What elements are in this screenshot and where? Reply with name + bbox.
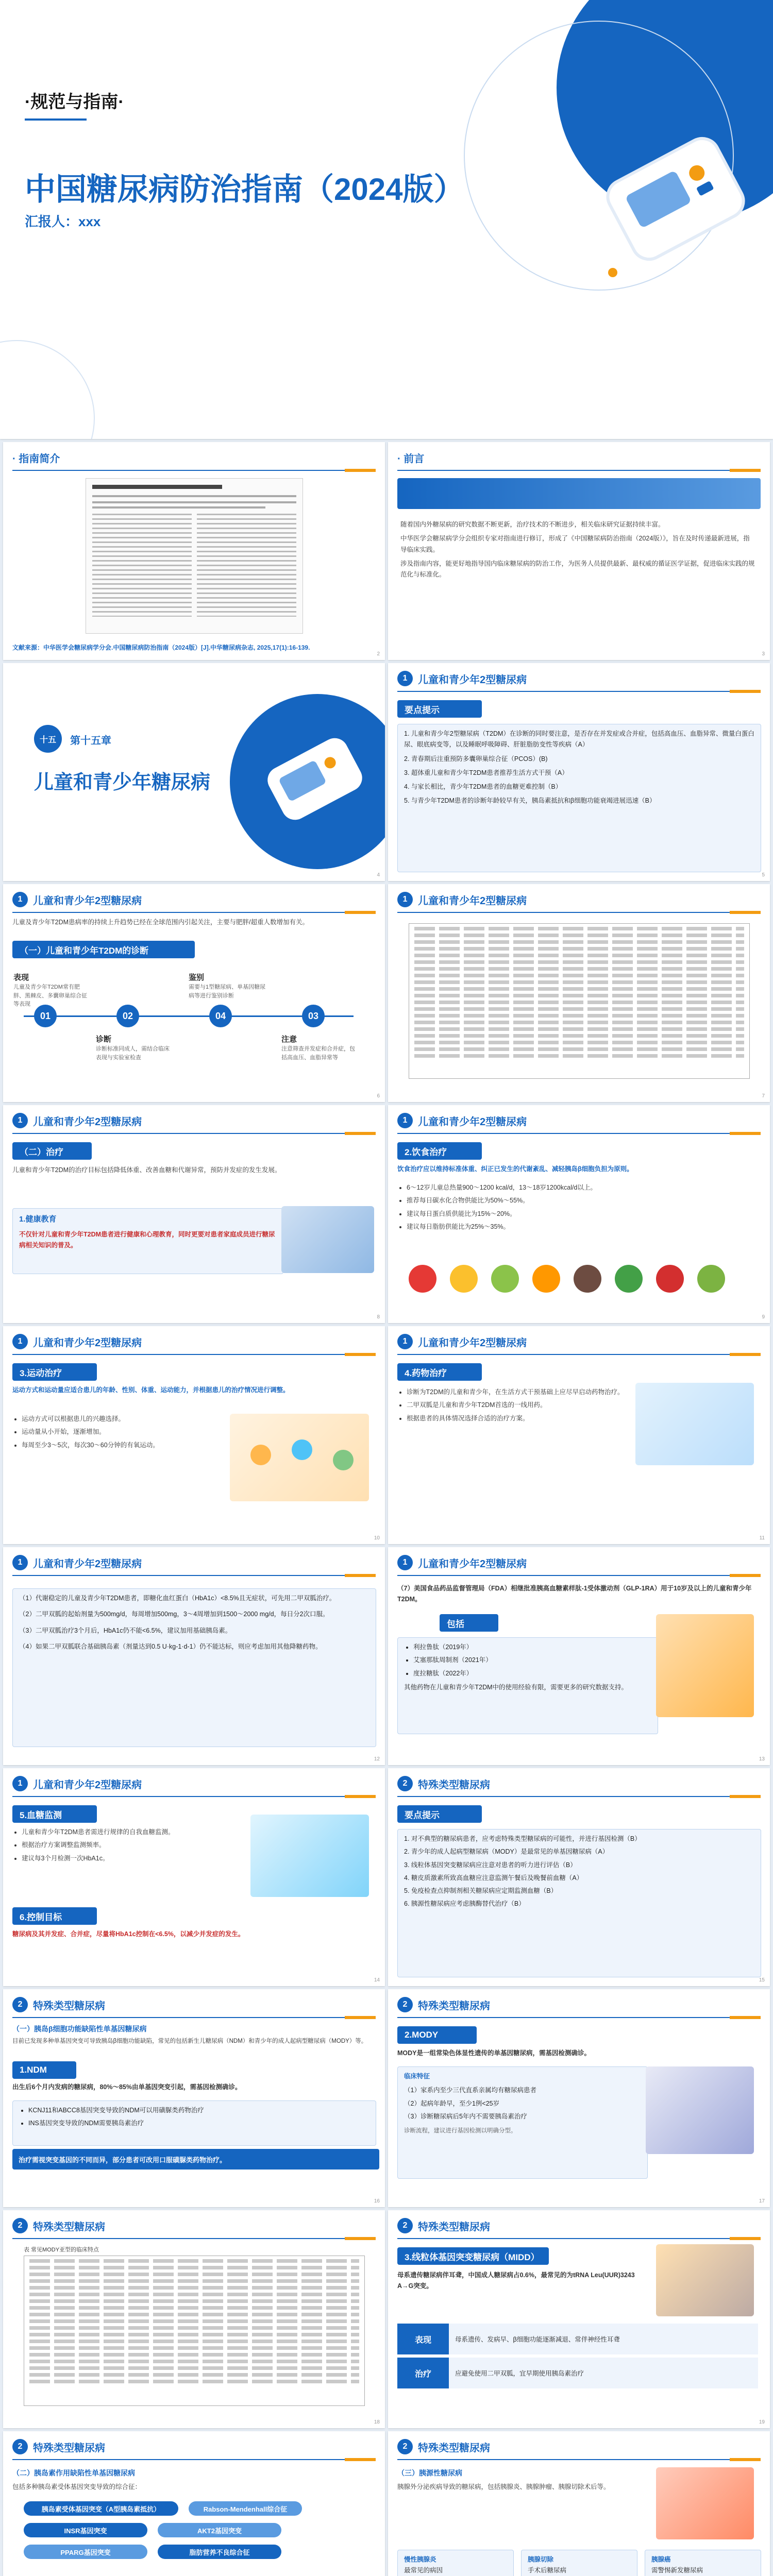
mody-note: 诊断流程，建议进行基因检测以明确分型。 <box>404 2128 517 2134</box>
step-desc: 诊断标准同成人，需结合临床表现与实验室检查 <box>96 1046 170 1061</box>
card-title: 胰腺癌 <box>651 2556 671 2563</box>
page-number: 13 <box>759 1756 765 1762</box>
diet-text: 饮食治疗应以维持标准体重、纠正已发生的代谢紊乱、减轻胰岛β细胞负担为原则。 <box>397 1165 633 1173</box>
slide-heading: 特殊类型糖尿病 <box>33 2000 105 2012</box>
exercise-text: 运动方式和运动量应适合患儿的年龄、性别、体重、运动能力，并根据患儿的治疗情况进行调整。 <box>12 1386 290 1394</box>
chapter-number: 十五 <box>34 725 62 753</box>
row-label: 治疗 <box>397 2358 449 2388</box>
page-number: 2 <box>377 651 380 657</box>
slide-heading: 特殊类型糖尿病 <box>418 1779 490 1791</box>
tomato-icon <box>656 1265 684 1293</box>
diet-item: • 建议每日蛋白质供能比为15%～20%。 <box>407 1209 758 1219</box>
metformin-item: （3）二甲双胍治疗3个月后，HbA1c仍不能<6.5%，建议加用基础胰岛素。 <box>19 1626 232 1634</box>
exercise-bar: 3.运动治疗 <box>12 1363 97 1381</box>
health-edu-text: 不仅针对儿童和青少年T2DM患者进行健康和心理教育，同时更要对患者家庭成员进行糖尿病相关知识的普及。 <box>19 1230 275 1249</box>
mody-item: （3）诊断糖尿病后5年内不需要胰岛素治疗 <box>404 2112 527 2120</box>
key-point: 4. 与家长相比，青少年T2DM患者的血糖更难控制（B） <box>404 783 562 790</box>
pancreatic-text: 胰腺外分泌疾病导致的糖尿病，包括胰腺炎、胰腺肿瘤、胰腺切除术后等。 <box>397 2483 610 2490</box>
paper-thumbnail <box>86 478 303 634</box>
glp1-text: （7）美国食品药品监督管理局（FDA）相继批准胰高血糖素样肽-1受体激动剂（GLP-1RA）用于10岁及以上的儿童和青少年T2DM。 <box>397 1585 752 1603</box>
slide-preface <box>388 442 770 660</box>
pancreatic-card <box>521 2550 637 2576</box>
step-number: 01 <box>34 1005 57 1027</box>
page-number: 9 <box>762 1314 765 1320</box>
mody-heading: 临床特征 <box>404 2073 430 2080</box>
ndm-intro: 目前已发现多种单基因突变可导致胰岛β细胞功能缺陷，常见的包括新生儿糖尿病（NDM）和青少年的成人起病型糖尿病（MODY）等。 <box>12 2038 367 2044</box>
key-points-bar: 要点提示 <box>397 700 482 718</box>
mody-text: MODY是一组常染色体显性遗传的单基因糖尿病，需基因检测确诊。 <box>397 2049 591 2057</box>
slide-mody-table: 2 特殊类型糖尿病 表 常见MODY亚型的临床特点 18 <box>3 2210 385 2428</box>
table-caption: 表 常见MODY亚型的临床特点 <box>24 2247 99 2253</box>
diet-item: • 建议每日脂肪供能比为25%～35%。 <box>407 1222 758 1232</box>
diet-item: • 6～12岁儿童总热量900～1200 kcal/d，13～18岁1200kcal/d以上。 <box>407 1182 758 1193</box>
citation-text: 文献来源：中华医学会糖尿病学分会.中国糖尿病防治指南（2024版）[J].中华糖尿病杂志, 2025,17(1):16-139. <box>12 644 310 651</box>
insulin-action-bar: （二）胰岛素作用缺陷性单基因糖尿病 <box>12 2469 135 2477</box>
slide-heading: 儿童和青少年2型糖尿病 <box>33 1558 142 1570</box>
slide-exercise: 1 儿童和青少年2型糖尿病 3.运动治疗 运动方式和运动量应适合患儿的年龄、性别、体重、运动能力，并根据患儿的治疗情况进行调整。 • 运动方式可以根据患儿的兴趣选择。 • 运动量从小开始，逐渐增加。 • 每周至少3～5次，每次30～60分钟的有氧运动。 10 <box>3 1326 385 1544</box>
target-bar: 6.控制目标 <box>12 1907 97 1925</box>
special-key-bar: 要点提示 <box>397 1805 482 1823</box>
slide-heading: · 前言 <box>397 453 425 465</box>
step-desc: 需要与1型糖尿病、单基因糖尿病等进行鉴别诊断 <box>189 984 266 999</box>
preface-banner <box>397 478 761 509</box>
slide-insulin-action: 2 特殊类型糖尿病 （二）胰岛素作用缺陷性单基因糖尿病 包括多种胰岛素受体基因突变导致的综合征： 胰岛素受体基因突变（A型胰岛素抵抗） Rabson-Mendenhall综合征 INSR基因突变 AKT2基因突变 PPARG基因突变 脂肪营养不良综合征 <box>3 2431 385 2576</box>
key-point: 2. 青春期后注重预防多囊卵巢综合征（PCOS）(B) <box>404 755 548 762</box>
diet-item: • 推荐每日碳水化合物供能比为50%～55%。 <box>407 1195 758 1206</box>
monitoring-item: • 儿童和青少年T2DM患者需进行规律的自我血糖监测。 <box>22 1827 239 1838</box>
page-number: 18 <box>374 2419 380 2425</box>
tag-pill: Rabson-Mendenhall综合征 <box>189 2501 302 2516</box>
step-number: 02 <box>116 1005 139 1027</box>
cover-tag: ·规范与指南· <box>25 92 124 112</box>
glp1-item: • 艾塞那肽周制剂（2021年） <box>413 1655 651 1666</box>
page-number: 4 <box>377 872 380 878</box>
midd-bar: 3.线粒体基因突变糖尿病（MIDD） <box>397 2247 549 2265</box>
tag-pill: INSR基因突变 <box>24 2523 147 2537</box>
slide-metformin: 1 儿童和青少年2型糖尿病 （1）代谢稳定的儿童及青少年T2DM患者，即糖化血红蛋白（HbA1c）<8.5%且无症状，可先用二甲双胍治疗。 （2）二甲双胍的起始剂量为500mg/d，每周增加500mg，3～4周增加到1500～2000 mg/d，每日分2次口服。 （3）二甲双胍治疗3个月后，HbA1c仍不能<6.5%，建议加用基础胰岛素。 （4）如果二甲双胍联合基础胰岛素（剂量达到0.5 U·kg-1·d-1）仍不能达标，则应考虑加用其他降糖药物。 12 <box>3 1547 385 1765</box>
page-number: 7 <box>762 1093 765 1099</box>
step-title: 注意 <box>281 1035 297 1044</box>
special-key-box <box>397 1829 761 1977</box>
page-number: 3 <box>762 651 765 657</box>
tag-pill: 胰岛素受体基因突变（A型胰岛素抵抗） <box>24 2501 178 2516</box>
slide-heading: 儿童和青少年2型糖尿病 <box>33 1779 142 1791</box>
pills-bottle-illustration <box>656 1614 754 1717</box>
page-number: 16 <box>374 2198 380 2204</box>
slide-heading: 儿童和青少年2型糖尿病 <box>418 674 527 686</box>
slide-heading: 儿童和青少年2型糖尿病 <box>418 1558 527 1570</box>
pills-illustration <box>635 1383 754 1465</box>
midd-text: 母系遗传糖尿病伴耳聋，中国成人糖尿病占0.6%，最常见的为tRNA Leu(UUR)3243 A→G突变。 <box>397 2272 635 2290</box>
cover-reporter: 汇报人：xxx <box>25 214 101 229</box>
slide-heading: 儿童和青少年2型糖尿病 <box>418 895 527 907</box>
monitoring-item: • 建议每3个月检测一次HbA1c。 <box>22 1853 239 1864</box>
slide-ndm: 2 特殊类型糖尿病 （一）胰岛β细胞功能缺陷性单基因糖尿病 目前已发现多种单基因突变可导致胰岛β细胞功能缺陷，常见的包括新生儿糖尿病（NDM）和青少年的成人起病型糖尿病（MODY）等。 1.NDM 出生后6个月内发病的糖尿病，80%～85%由单基因突变引起，需基因检测确诊。 • KCNJ11和ABCC8基因突变导致的NDM可以用磺脲类药物治疗 • INS基因突变导致的NDM需要胰岛素治疗 治疗需视突变基因的不同而异，部分患者可改用口服磺脲类药物治疗。 16 <box>3 1989 385 2207</box>
slide-heading: 儿童和青少年2型糖尿病 <box>33 1337 142 1349</box>
step-number: 04 <box>209 1005 232 1027</box>
glp1-item: • 度拉糖肽（2022年） <box>413 1668 651 1679</box>
medication-item: • 二甲双胍是儿童和青少年T2DM首选的一线用药。 <box>407 1400 624 1411</box>
card-title: 慢性胰腺炎 <box>404 2556 436 2563</box>
row-label: 表现 <box>397 2324 449 2354</box>
medication-item: • 根据患者的具体情况选择合适的治疗方案。 <box>407 1413 624 1424</box>
treatment-text: 儿童和青少年T2DM的治疗目标包括降低体重、改善血糖和代谢异常，预防并发症的发生发展。 <box>12 1166 281 1174</box>
step-number: 03 <box>302 1005 325 1027</box>
glp1-item: • 利拉鲁肽（2019年） <box>413 1642 651 1653</box>
slide-heading: 特殊类型糖尿病 <box>418 2442 490 2454</box>
medication-list <box>397 1387 624 1426</box>
ndm-bar: （一）胰岛β细胞功能缺陷性单基因糖尿病 <box>12 2025 147 2033</box>
page-number: 15 <box>759 1977 765 1983</box>
tag-pill: 脂肪营养不良综合征 <box>158 2545 281 2559</box>
medication-item: • 诊断为T2DM的儿童和青少年，在生活方式干预基础上应尽早启动药物治疗。 <box>407 1387 624 1398</box>
slide-heading: 特殊类型糖尿病 <box>33 2221 105 2233</box>
key-point: 1. 儿童和青少年2型糖尿病（T2DM）在诊断的同时要注意，是否存在并发症或合并症，包括高血压、血脂异常、微量白蛋白尿、眼底病变等，以及睡眠呼吸障碍、肝脏脂肪变性等疾病（A） <box>404 730 754 749</box>
diet-list <box>397 1182 758 1234</box>
special-key-item: 3. 线粒体基因突变糖尿病应注意对患者的听力进行评估（B） <box>404 1861 577 1869</box>
page-number: 11 <box>759 1535 765 1541</box>
slide-special-key: 2 特殊类型糖尿病 要点提示 1. 对不典型的糖尿病患者，应考虑特殊类型糖尿病的可能性，并进行基因检测（B） 2. 青少年的成人起病型糖尿病（MODY）是最常见的单基因糖尿病（A） 3. 线粒体基因突变糖尿病应注意对患者的听力进行评估（B） 4. 糖皮质激素所致高血糖应注意监测午餐后及晚餐前血糖（A） 5. 免疫检查点抑制剂相关糖尿病应定期监测血糖（B） 6. 胰源性糖尿病应考虑胰酶替代治疗（B） 15 <box>388 1768 770 1986</box>
monitoring-list <box>12 1827 239 1866</box>
special-key-item: 5. 免疫检查点抑制剂相关糖尿病应定期监测血糖（B） <box>404 1887 558 1894</box>
glp1-box <box>397 1637 658 1734</box>
target-text: 糖尿病及其并发症、合并症，尽量将HbA1c控制在<6.5%，以减少并发症的发生。 <box>12 1930 245 1938</box>
step-title: 诊断 <box>96 1035 112 1044</box>
lemon-icon <box>450 1265 478 1293</box>
step-desc: 注意筛查并发症和合并症，包括高血压、血脂异常等 <box>281 1046 355 1061</box>
page-number: 10 <box>374 1535 380 1541</box>
tag-pill: AKT2基因突变 <box>158 2523 281 2537</box>
slide-mody: 2 特殊类型糖尿病 2.MODY MODY是一组常染色体显性遗传的单基因糖尿病，需基因检测确诊。 临床特征 （1）家系内至少三代直系亲属均有糖尿病患者 （2）起病年龄早，至少1例<25岁 （3）诊断糖尿病后5年内不需要胰岛素治疗 诊断流程，建议进行基因检测以明确分型。 17 <box>388 1989 770 2207</box>
exercise-item: • 每周至少3～5次，每次30～60分钟的有氧运动。 <box>22 1440 219 1451</box>
mody-item: （2）起病年龄早，至少1例<25岁 <box>404 2099 500 2107</box>
key-points-box <box>397 724 761 872</box>
monitoring-item: • 根据治疗方案调整监测频率。 <box>22 1840 239 1851</box>
table-row <box>397 2358 758 2388</box>
metformin-item: （4）如果二甲双胍联合基础胰岛素（剂量达到0.5 U·kg-1·d-1）仍不能达标，则应考虑加用其他降糖药物。 <box>19 1642 322 1650</box>
glp1-bar: 包括 <box>440 1614 498 1632</box>
pancreatic-card <box>397 2550 514 2576</box>
apple-icon <box>409 1265 436 1293</box>
ndm-foot: 治疗需视突变基因的不同而异，部分患者可改用口服磺脲类药物治疗。 <box>12 2149 379 2170</box>
diagnosis-intro: 儿童及青少年T2DM患病率的持续上升趋势已经在全球范围内引起关注，主要与肥胖/超重人数增加有关。 <box>12 919 309 926</box>
slide-heading: 儿童和青少年2型糖尿病 <box>418 1116 527 1128</box>
mody-bar: 2.MODY <box>397 2026 477 2044</box>
cover-tag-line <box>25 118 87 121</box>
slide-heading: 儿童和青少年2型糖尿病 <box>33 1116 142 1128</box>
slide-diagnosis: 1 儿童和青少年2型糖尿病 儿童及青少年T2DM患病率的持续上升趋势已经在全球范围内引起关注，主要与肥胖/超重人数增加有关。 （一）儿童和青少年T2DM的诊断 01 表现 儿童及青少年T2DM常有肥胖、黑棘皮、多囊卵巢综合征等表现 02 诊断 诊断标准同成人，需结合临床表现与实验室检查 04 鉴别 需要与1型糖尿病、单基因糖尿病等进行鉴别诊断 03 注意 注意筛查并发症和合并症，包括高血压、血脂异常等 6 <box>3 884 385 1102</box>
leaf-icon <box>615 1265 643 1293</box>
slide-medication: 1 儿童和青少年2型糖尿病 4.药物治疗 • 诊断为T2DM的儿童和青少年，在生活方式干预基础上应尽早启动药物治疗。 • 二甲双胍是儿童和青少年T2DM首选的一线用药。 • 根据患者的具体情况选择合适的治疗方案。 11 <box>388 1326 770 1544</box>
broccoli-icon <box>697 1265 725 1293</box>
vegetable-icon <box>491 1265 519 1293</box>
preface-list <box>400 519 756 583</box>
tag-pill: PPARG基因突变 <box>24 2545 147 2559</box>
special-key-item: 4. 糖皮质激素所致高血糖应注意监测午餐后及晚餐前血糖（A） <box>404 1874 583 1882</box>
ndm-sub: 1.NDM <box>12 2061 76 2079</box>
special-key-item: 1. 对不典型的糖尿病患者，应考虑特殊类型糖尿病的可能性，并进行基因检测（B） <box>404 1835 641 1842</box>
page-number: 8 <box>377 1314 380 1320</box>
mody-item: （1）家系内至少三代直系亲属均有糖尿病患者 <box>404 2087 536 2094</box>
pancreatic-card <box>645 2550 761 2576</box>
page-number: 6 <box>377 1093 380 1099</box>
card-desc: 手术后糖尿病 <box>528 2567 567 2574</box>
ndm-item: • INS基因突变导致的NDM需要胰岛素治疗 <box>28 2118 369 2129</box>
page-number: 12 <box>374 1756 380 1762</box>
slide-pancreatic: 2 特殊类型糖尿病 （三）胰源性糖尿病 胰腺外分泌疾病导致的糖尿病，包括胰腺炎、胰腺肿瘤、胰腺切除术后等。 慢性胰腺炎 最常见的病因 胰腺切除 手术后糖尿病 胰腺癌 需警惕新发糖尿病 <box>388 2431 770 2576</box>
row-value: 母系遗传、发病早、β细胞功能逐渐减退、常伴神经性耳聋 <box>449 2324 758 2354</box>
slide-glp1: 1 儿童和青少年2型糖尿病 （7）美国食品药品监督管理局（FDA）相继批准胰高血糖素样肽-1受体激动剂（GLP-1RA）用于10岁及以上的儿童和青少年T2DM。 包括 • 利拉鲁肽（2019年） • 艾塞那肽周制剂（2021年） • 度拉糖肽（2022年） 其他药物在儿童和青少年T2DM中的使用经验有限，需要更多的研究数据支持。 13 <box>388 1547 770 1765</box>
ndm-item: • KCNJ11和ABCC8基因突变导致的NDM可以用磺脲类药物治疗 <box>28 2105 369 2116</box>
slide-chapter <box>3 663 385 881</box>
card-title: 胰腺切除 <box>528 2556 554 2563</box>
orange-dot-icon <box>608 268 617 277</box>
preface-item: 涉及指南内容，能更好地指导国内临床糖尿病的防治工作，为医务人员提供最新、最权威的循证医学证据，促进临床实践的规范化与标准化。 <box>400 560 755 578</box>
children-exercise-illustration <box>230 1414 369 1501</box>
ndm-box <box>12 2100 376 2146</box>
medication-bar: 4.药物治疗 <box>397 1363 482 1381</box>
metformin-box <box>12 1588 376 1747</box>
card-desc: 最常见的病因 <box>404 2567 443 2574</box>
health-edu-box <box>12 1208 283 1274</box>
pancreatic-bar: （三）胰源性糖尿病 <box>397 2469 462 2477</box>
page-number: 17 <box>759 2198 765 2204</box>
metformin-item: （1）代谢稳定的儿童及青少年T2DM患者，即糖化血红蛋白（HbA1c）<8.5%且无症状，可先用二甲双胍治疗。 <box>19 1595 336 1602</box>
slide-heading: · 指南简介 <box>12 453 60 465</box>
slide-midd: 2 特殊类型糖尿病 3.线粒体基因突变糖尿病（MIDD） 母系遗传糖尿病伴耳聋，中国成人糖尿病占0.6%，最常见的为tRNA Leu(UUR)3243 A→G突变。 表现 母系遗传、发病早、β细胞功能逐渐减退、常伴神经性耳聋 治疗 应避免使用二甲双胍，宜早期使用胰岛素治疗 19 <box>388 2210 770 2428</box>
orange-icon <box>532 1265 560 1293</box>
glucose-test-photo <box>250 1815 369 1897</box>
grain-icon <box>574 1265 601 1293</box>
diagnosis-bar: （一）儿童和青少年T2DM的诊断 <box>12 941 195 958</box>
page-number: 14 <box>374 1977 380 1983</box>
slide-heading: 特殊类型糖尿病 <box>418 2000 490 2012</box>
row-value: 应避免使用二甲双胍，宜早期使用胰岛素治疗 <box>449 2358 758 2388</box>
glp1-note: 其他药物在儿童和青少年T2DM中的使用经验有限，需要更多的研究数据支持。 <box>404 1683 628 1691</box>
page-number: 5 <box>762 872 765 878</box>
chapter-label: 第十五章 <box>70 735 111 747</box>
mody-box <box>397 2066 648 2179</box>
key-point: 5. 与青少年T2DM患者的诊断年龄较早有关，胰岛素抵抗和β细胞功能衰竭进展迅速（B） <box>404 797 656 805</box>
exercise-list <box>12 1414 219 1453</box>
page-number: 19 <box>759 2419 765 2425</box>
preface-item: 随着国内外糖尿病的研究数据不断更新，治疗技术的不断进步，相关临床研究证据持续丰富。 <box>400 521 665 528</box>
monitoring-bar: 5.血糖监测 <box>12 1805 97 1823</box>
card-desc: 需警惕新发糖尿病 <box>651 2567 703 2574</box>
slide-key-points: 1 儿童和青少年2型糖尿病 要点提示 1. 儿童和青少年2型糖尿病（T2DM）在诊断的同时要注意，是否存在并发症或合并症，包括高血压、血脂异常、微量白蛋白尿、眼底病变等，以及睡眠呼吸障碍、肝脏脂肪变性等疾病（A） 2. 青春期后注重预防多囊卵巢综合征（PCOS）(B) 3. 超体重儿童和青少年T2DM患者推荐生活方式干预（A） 4. 与家长相比，青少年T2DM患者的血糖更难控制（B） 5. 与青少年T2DM患者的诊断年龄较早有关，胰岛素抵抗和β细胞功能衰竭进展迅速（B） 5 <box>388 663 770 881</box>
slide-heading: 儿童和青少年2型糖尿病 <box>418 1337 527 1349</box>
ndm-subtext: 出生后6个月内发病的糖尿病，80%～85%由单基因突变引起，需基因检测确诊。 <box>12 2083 242 2091</box>
diet-bar: 2.饮食治疗 <box>397 1142 482 1160</box>
slide-heading: 特殊类型糖尿病 <box>33 2442 105 2454</box>
child-ear-photo <box>656 2244 754 2316</box>
slide-monitoring: 1 儿童和青少年2型糖尿病 5.血糖监测 • 儿童和青少年T2DM患者需进行规律的自我血糖监测。 • 根据治疗方案调整监测频率。 • 建议每3个月检测一次HbA1c。 6.控制目标 糖尿病及其并发症、合并症，尽量将HbA1c控制在<6.5%，以减少并发症的发生。 14 <box>3 1768 385 1986</box>
slide-table: 1 儿童和青少年2型糖尿病 7 <box>388 884 770 1102</box>
exercise-item: • 运动方式可以根据患儿的兴趣选择。 <box>22 1414 219 1425</box>
step-title: 表现 <box>13 973 29 982</box>
insulin-action-text: 包括多种胰岛素受体基因突变导致的综合征： <box>12 2483 142 2490</box>
slide-treatment: 1 儿童和青少年2型糖尿病 （二）治疗 儿童和青少年T2DM的治疗目标包括降低体重、改善血糖和代谢异常，预防并发症的发生发展。 1.健康教育 不仅针对儿童和青少年T2DM患者进行健康和心理教育，同时更要对患者家庭成员进行糖尿病相关知识的普及。 8 <box>3 1105 385 1323</box>
slide-guide-intro <box>3 442 385 660</box>
slide-diet: 1 儿童和青少年2型糖尿病 2.饮食治疗 饮食治疗应以维持标准体重、纠正已发生的代谢紊乱、减轻胰岛β细胞负担为原则。 • 6～12岁儿童总热量900～1200 kcal/d，13～18岁1200kcal/d以上。 • 推荐每日碳水化合物供能比为50%～55%。 • 建议每日蛋白质供能比为15%～20%。 • 建议每日脂肪供能比为25%～35%。 9 <box>388 1105 770 1323</box>
special-key-item: 6. 胰源性糖尿病应考虑胰酶替代治疗（B） <box>404 1900 525 1908</box>
step-desc: 儿童及青少年T2DM常有肥胖、黑棘皮、多囊卵巢综合征等表现 <box>13 984 87 1007</box>
chapter-title: 儿童和青少年糖尿病 <box>34 772 211 793</box>
slide-heading: 儿童和青少年2型糖尿病 <box>33 895 142 907</box>
pancreas-illustration <box>656 2467 754 2539</box>
doctor-illustration <box>646 2066 754 2154</box>
midd-table <box>397 2324 758 2388</box>
slide-heading: 特殊类型糖尿病 <box>418 2221 490 2233</box>
preface-item: 中华医学会糖尿病学分会组织专家对指南进行修订，形成了《中国糖尿病防治指南（2024版）》，旨在及时传递最新进展，指导临床实践。 <box>400 535 750 553</box>
cover-ring-2 <box>0 340 95 439</box>
mody-table-image <box>24 2256 365 2406</box>
treatment-bar: （二）治疗 <box>12 1142 92 1160</box>
exercise-item: • 运动量从小开始，逐渐增加。 <box>22 1427 219 1437</box>
special-key-item: 2. 青少年的成人起病型糖尿病（MODY）是最常见的单基因糖尿病（A） <box>404 1848 609 1856</box>
photo-placeholder <box>281 1206 374 1273</box>
health-edu-title: 1.健康教育 <box>19 1215 57 1224</box>
cover-slide <box>0 0 773 439</box>
metformin-item: （2）二甲双胍的起始剂量为500mg/d，每周增加500mg，3～4周增加到1500～2000 mg/d，每日分2次口服。 <box>19 1611 329 1618</box>
table-row <box>397 2324 758 2354</box>
table-image <box>409 923 750 1079</box>
cover-title: 中国糖尿病防治指南（2024版） <box>25 172 465 207</box>
key-point: 3. 超体重儿童和青少年T2DM患者推荐生活方式干预（A） <box>404 769 568 776</box>
step-title: 鉴别 <box>189 973 205 982</box>
